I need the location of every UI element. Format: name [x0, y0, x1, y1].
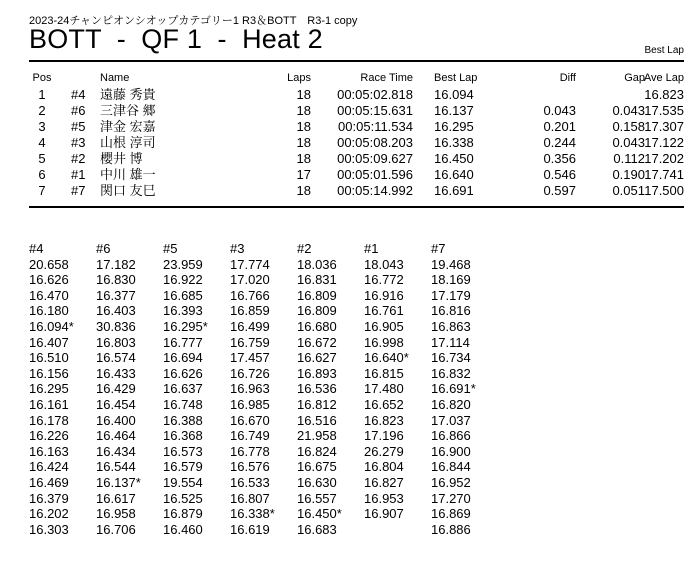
diff-cell: 0.597 — [543, 183, 576, 198]
lap-time-cell: 26.279 — [364, 443, 404, 459]
lap-time-cell: 16.652 — [364, 396, 404, 412]
best-lap-cell: 16.094 — [434, 87, 474, 102]
race-time-cell: 00:05:11.534 — [338, 119, 413, 134]
lap-time-cell: 16.536 — [297, 381, 337, 397]
table-row — [29, 103, 684, 119]
lap-time-cell: 16.824 — [297, 443, 337, 459]
pos-cell: 2 — [38, 103, 46, 118]
lap-time-cell: 17.037 — [431, 412, 471, 428]
lap-column — [431, 241, 498, 537]
lap-times-grid — [29, 241, 498, 537]
lap-time-cell: 16.470 — [29, 287, 69, 303]
lap-time-cell: 17.196 — [364, 428, 404, 444]
results-table — [29, 71, 684, 199]
kart-number-cell: #6 — [71, 103, 86, 118]
header-laps: Laps — [287, 72, 311, 84]
lap-time-cell: 16.907 — [364, 506, 404, 522]
lap-time-cell: 16.295* — [163, 318, 208, 334]
lap-time-cell: 16.823 — [364, 412, 404, 428]
driver-name-cell: 中川 雄一 — [100, 167, 156, 182]
lap-time-cell: 16.161 — [29, 396, 69, 412]
lap-time-cell: 16.734 — [431, 350, 471, 366]
table-row — [29, 183, 684, 199]
lap-time-cell: 16.640* — [364, 350, 409, 366]
ave-lap-cell: 17.122 — [644, 135, 684, 150]
lap-time-cell: 16.533 — [230, 474, 270, 490]
lap-time-cell: 16.809 — [297, 287, 337, 303]
lap-time-cell: 16.454 — [96, 396, 136, 412]
kart-number-cell: #4 — [71, 87, 86, 102]
lap-time-cell: 16.985 — [230, 396, 270, 412]
lap-time-cell: 16.544 — [96, 459, 136, 475]
lap-time-cell: 16.749 — [230, 428, 270, 444]
lap-time-cell: 16.180 — [29, 303, 69, 319]
lap-time-cell: 16.573 — [163, 443, 203, 459]
lap-column — [230, 241, 297, 537]
lap-time-cell: 16.424 — [29, 459, 69, 475]
header-gap: Gap — [624, 72, 645, 84]
lap-time-cell: 16.922 — [163, 272, 203, 288]
lap-time-cell: 16.869 — [431, 506, 471, 522]
lap-column-header: #3 — [230, 241, 245, 256]
lap-time-cell: 20.658 — [29, 256, 69, 272]
gap-cell: 0.043 — [612, 103, 645, 118]
lap-time-cell: 16.859 — [230, 303, 270, 319]
lap-time-cell: 17.114 — [431, 334, 470, 350]
lap-time-cell: 23.959 — [163, 256, 203, 272]
gap-cell: 0.043 — [612, 135, 645, 150]
table-row — [29, 119, 684, 135]
lap-time-cell: 16.863 — [431, 318, 471, 334]
ave-lap-cell: 17.500 — [644, 183, 684, 198]
driver-name-cell: 津金 宏嘉 — [100, 119, 156, 134]
lap-time-cell: 17.270 — [431, 490, 471, 506]
lap-column — [364, 241, 431, 537]
best-lap-cell: 16.450 — [434, 151, 474, 166]
lap-time-cell: 18.043 — [364, 256, 404, 272]
lap-times-columns — [29, 241, 498, 537]
lap-time-cell: 16.407 — [29, 334, 69, 350]
laps-cell: 17 — [296, 167, 311, 182]
diff-cell: 0.546 — [543, 167, 576, 182]
lap-time-cell: 16.202 — [29, 506, 69, 522]
lap-time-cell: 16.338* — [230, 506, 275, 522]
best-lap-cell: 16.691 — [434, 183, 474, 198]
lap-column — [96, 241, 163, 537]
lap-time-cell: 16.803 — [96, 334, 136, 350]
lap-time-cell: 17.457 — [230, 350, 270, 366]
lap-time-cell: 16.626 — [163, 365, 203, 381]
lap-time-cell: 16.706 — [96, 521, 136, 537]
lap-time-cell: 16.916 — [364, 287, 404, 303]
laps-cell: 18 — [296, 119, 311, 134]
lap-column-header: #1 — [364, 241, 379, 256]
lap-time-cell: 16.226 — [29, 428, 69, 444]
ave-lap-cell: 17.741 — [644, 167, 684, 182]
lap-time-cell: 16.766 — [230, 287, 270, 303]
lap-time-cell: 17.020 — [230, 272, 270, 288]
lap-time-cell: 16.630 — [297, 474, 337, 490]
race-time-cell: 00:05:08.203 — [337, 135, 413, 150]
lap-time-cell: 16.403 — [96, 303, 136, 319]
header-race-time: Race Time — [360, 72, 413, 84]
lap-time-cell: 16.963 — [230, 381, 270, 397]
lap-column-header: #7 — [431, 241, 446, 256]
lap-column-header: #5 — [163, 241, 178, 256]
lap-time-cell: 16.619 — [230, 521, 270, 537]
results-top-rule — [29, 60, 684, 62]
lap-time-cell: 16.637 — [163, 381, 203, 397]
lap-time-cell: 18.036 — [297, 256, 337, 272]
lap-time-cell: 16.691* — [431, 381, 476, 397]
lap-time-cell: 16.683 — [297, 521, 337, 537]
lap-time-cell: 16.953 — [364, 490, 404, 506]
table-row — [29, 135, 684, 151]
best-lap-heading: Best Lap — [644, 45, 684, 56]
lap-time-cell: 16.469 — [29, 474, 69, 490]
race-time-cell: 00:05:14.992 — [337, 183, 413, 198]
kart-number-cell: #5 — [71, 119, 86, 134]
lap-time-cell: 16.761 — [364, 303, 404, 319]
lap-time-cell: 16.433 — [96, 365, 136, 381]
kart-number-cell: #7 — [71, 183, 86, 198]
table-row — [29, 151, 684, 167]
pos-cell: 6 — [38, 167, 46, 182]
results-body — [29, 87, 684, 199]
lap-time-cell: 16.726 — [230, 365, 270, 381]
lap-column-header: #4 — [29, 241, 44, 256]
lap-time-cell: 16.866 — [431, 428, 471, 444]
lap-time-cell: 19.554 — [163, 474, 203, 490]
lap-time-cell: 17.182 — [96, 256, 136, 272]
kart-number-cell: #2 — [71, 151, 86, 166]
lap-time-cell: 16.574 — [96, 350, 136, 366]
lap-time-cell: 16.163 — [29, 443, 69, 459]
lap-time-cell: 17.774 — [230, 256, 270, 272]
lap-time-cell: 16.879 — [163, 506, 203, 522]
lap-time-cell: 16.617 — [96, 490, 136, 506]
gap-cell: 0.158 — [612, 119, 645, 134]
laps-cell: 18 — [296, 151, 311, 166]
lap-time-cell: 16.777 — [163, 334, 203, 350]
table-row — [29, 167, 684, 183]
lap-time-cell: 16.816 — [431, 303, 471, 319]
lap-time-cell: 16.827 — [364, 474, 404, 490]
gap-cell: 0.051 — [612, 183, 645, 198]
kart-number-cell: #3 — [71, 135, 86, 150]
lap-time-cell: 16.998 — [364, 334, 404, 350]
diff-cell: 0.201 — [543, 119, 576, 134]
lap-time-cell: 16.815 — [364, 365, 404, 381]
lap-column-header: #2 — [297, 241, 312, 256]
lap-time-cell: 16.525 — [163, 490, 203, 506]
header-pos: Pos — [32, 72, 52, 84]
lap-time-cell: 16.156 — [29, 365, 69, 381]
lap-time-cell: 16.809 — [297, 303, 337, 319]
lap-time-cell: 16.434 — [96, 443, 136, 459]
lap-time-cell: 16.464 — [96, 428, 136, 444]
lap-time-cell: 16.832 — [431, 365, 471, 381]
lap-column — [163, 241, 230, 537]
laps-cell: 18 — [296, 103, 311, 118]
results-bottom-rule — [29, 206, 684, 208]
lap-time-cell: 16.368 — [163, 428, 203, 444]
lap-time-cell: 16.952 — [431, 474, 471, 490]
lap-time-cell: 16.626 — [29, 272, 69, 288]
lap-time-cell: 16.905 — [364, 318, 404, 334]
lap-column — [29, 241, 96, 537]
pos-cell: 5 — [38, 151, 46, 166]
lap-time-cell: 16.094* — [29, 318, 74, 334]
lap-time-cell: 16.295 — [29, 381, 69, 397]
lap-time-cell: 16.830 — [96, 272, 136, 288]
lap-time-cell: 16.516 — [297, 412, 337, 428]
header-ave-lap: Ave Lap — [643, 72, 684, 84]
gap-cell: 0.190 — [612, 167, 645, 182]
lap-time-cell: 16.670 — [230, 412, 270, 428]
lap-time-cell: 17.179 — [431, 287, 471, 303]
lap-time-cell: 16.557 — [297, 490, 337, 506]
lap-time-cell: 16.812 — [297, 396, 337, 412]
lap-time-cell: 16.377 — [96, 287, 136, 303]
lap-time-cell: 16.844 — [431, 459, 471, 475]
lap-column — [297, 241, 364, 537]
driver-name-cell: 三津谷 郷 — [100, 103, 156, 118]
lap-time-cell: 16.178 — [29, 412, 69, 428]
diff-cell: 0.244 — [543, 135, 576, 150]
lap-time-cell: 16.748 — [163, 396, 203, 412]
lap-time-cell: 19.468 — [431, 256, 471, 272]
driver-name-cell: 遠藤 秀貴 — [100, 87, 156, 102]
lap-time-cell: 16.429 — [96, 381, 136, 397]
lap-time-cell: 18.169 — [431, 272, 471, 288]
page-title: BOTT - QF 1 - Heat 2 — [29, 24, 323, 54]
ave-lap-cell: 16.823 — [644, 87, 684, 102]
lap-time-cell: 16.400 — [96, 412, 136, 428]
lap-time-cell: 16.958 — [96, 506, 136, 522]
lap-time-cell: 16.450* — [297, 506, 342, 522]
race-time-cell: 00:05:09.627 — [337, 151, 413, 166]
lap-time-cell: 16.393 — [163, 303, 203, 319]
laps-cell: 18 — [296, 135, 311, 150]
pos-cell: 7 — [38, 183, 46, 198]
lap-time-cell: 16.820 — [431, 396, 471, 412]
pos-cell: 4 — [38, 135, 46, 150]
lap-time-cell: 16.886 — [431, 521, 471, 537]
diff-cell: 0.356 — [543, 151, 576, 166]
lap-time-cell: 30.836 — [96, 318, 136, 334]
header-best-lap: Best Lap — [434, 72, 478, 84]
lap-time-cell: 16.303 — [29, 521, 69, 537]
lap-time-cell: 16.137* — [96, 474, 141, 490]
lap-time-cell: 16.807 — [230, 490, 270, 506]
lap-time-cell: 16.460 — [163, 521, 203, 537]
lap-time-cell: 16.579 — [163, 459, 203, 475]
lap-time-cell: 21.958 — [297, 428, 337, 444]
pos-cell: 1 — [38, 87, 46, 102]
lap-time-cell: 16.831 — [297, 272, 337, 288]
lap-time-cell: 16.900 — [431, 443, 471, 459]
race-time-cell: 00:05:15.631 — [337, 103, 413, 118]
best-lap-cell: 16.338 — [434, 135, 474, 150]
lap-time-cell: 16.685 — [163, 287, 203, 303]
table-row — [29, 87, 684, 103]
lap-time-cell: 16.379 — [29, 490, 69, 506]
results-header-row — [29, 71, 684, 87]
pos-cell: 3 — [38, 119, 46, 134]
lap-time-cell: 16.510 — [29, 350, 69, 366]
lap-time-cell: 16.675 — [297, 459, 337, 475]
laps-cell: 18 — [296, 183, 311, 198]
best-lap-cell: 16.137 — [434, 103, 474, 118]
driver-name-cell: 関口 友巳 — [100, 183, 156, 198]
ave-lap-cell: 17.202 — [644, 151, 684, 166]
lap-column-header: #6 — [96, 241, 111, 256]
lap-time-cell: 16.778 — [230, 443, 270, 459]
lap-time-cell: 16.576 — [230, 459, 270, 475]
diff-cell: 0.043 — [543, 103, 576, 118]
best-lap-cell: 16.640 — [434, 167, 474, 182]
lap-time-cell: 16.759 — [230, 334, 270, 350]
lap-time-cell: 16.680 — [297, 318, 337, 334]
lap-time-cell: 16.694 — [163, 350, 203, 366]
lap-time-cell: 16.388 — [163, 412, 203, 428]
header-diff: Diff — [559, 72, 576, 84]
lap-time-cell: 16.672 — [297, 334, 337, 350]
race-time-cell: 00:05:01.596 — [337, 167, 413, 182]
lap-time-cell: 16.893 — [297, 365, 337, 381]
ave-lap-cell: 17.307 — [644, 119, 684, 134]
lap-time-cell: 16.627 — [297, 350, 337, 366]
race-time-cell: 00:05:02.818 — [337, 87, 413, 102]
kart-number-cell: #1 — [71, 167, 86, 182]
lap-time-cell: 16.772 — [364, 272, 404, 288]
report-subtitle: 2023-24チャンピオンシオップカテゴリー1 R3＆BOTT R3-1 copy — [29, 15, 358, 27]
laps-cell: 18 — [296, 87, 311, 102]
header-name: Name — [100, 72, 130, 84]
driver-name-cell: 山根 淳司 — [100, 135, 156, 150]
best-lap-cell: 16.295 — [434, 119, 474, 134]
driver-name-cell: 櫻井 博 — [100, 151, 143, 166]
lap-time-cell: 17.480 — [364, 381, 404, 397]
gap-cell: 0.112 — [613, 151, 645, 166]
lap-time-cell: 16.804 — [364, 459, 404, 475]
ave-lap-cell: 17.535 — [644, 103, 684, 118]
lap-time-cell: 16.499 — [230, 318, 270, 334]
